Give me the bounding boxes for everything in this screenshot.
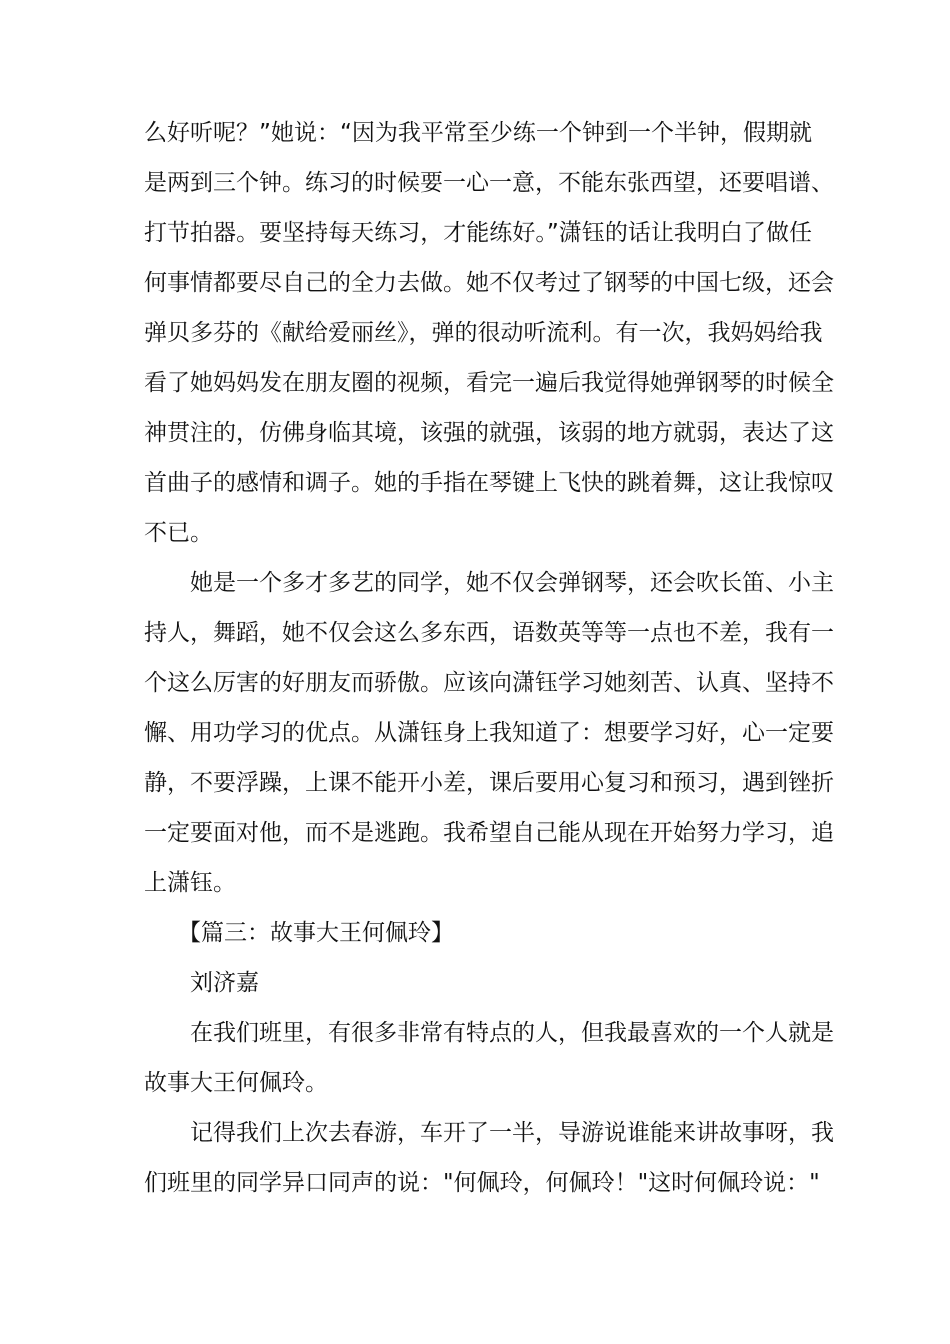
- text-line: 首曲子的感情和调子。她的手指在琴键上飞快的跳着舞，这让我惊叹: [144, 470, 834, 496]
- text-line: 么好听呢？”她说：“因为我平常至少练一个钟到一个半钟，假期就: [144, 120, 812, 146]
- text-line: 看了她妈妈发在朋友圈的视频，看完一遍后我觉得她弹钢琴的时候全: [144, 370, 834, 396]
- paragraph-start-line: 记得我们上次去春游，车开了一半，导游说谁能来讲故事呀，我: [190, 1120, 834, 1146]
- text-line: 持人，舞蹈，她不仅会这么多东西，语数英等等一点也不差，我有一: [144, 620, 834, 646]
- text-line: 不已。: [144, 520, 213, 546]
- text-line: 神贯注的，仿佛身临其境，该强的就强，该弱的地方就弱，表达了这: [144, 420, 834, 446]
- text-line: 静，不要浮躁，上课不能开小差，课后要用心复习和预习，遇到锉折: [144, 770, 834, 796]
- paragraph-start-line: 在我们班里，有很多非常有特点的人，但我最喜欢的一个人就是: [190, 1020, 834, 1046]
- document-page: [144, 108, 834, 1208]
- text-line: 们班里的同学异口同声的说："何佩玲，何佩玲！"这时何佩玲说：": [144, 1170, 820, 1196]
- text-line: 弹贝多芬的《献给爱丽丝》，弹的很动听流利。有一次，我妈妈给我: [144, 320, 823, 346]
- text-line: 何事情都要尽自己的全力去做。她不仅考过了钢琴的中国七级，还会: [144, 270, 834, 296]
- text-line: 个这么厉害的好朋友而骄傲。应该向潇钰学习她刻苦、认真、坚持不: [144, 670, 834, 696]
- paragraph-start-line: 她是一个多才多艺的同学，她不仅会弹钢琴，还会吹长笛、小主: [190, 570, 834, 596]
- author-name: 刘济嘉: [190, 970, 259, 996]
- text-line: 打节拍器。要坚持每天练习，才能练好。”潇钰的话让我明白了做任: [144, 220, 812, 246]
- text-line: 懈、用功学习的优点。从潇钰身上我知道了：想要学习好，心一定要: [144, 720, 834, 746]
- text-line: 故事大王何佩玲。: [144, 1070, 328, 1096]
- text-line: 上潇钰。: [144, 870, 236, 896]
- text-line: 是两到三个钟。练习的时候要一心一意，不能东张西望，还要唱谱、: [144, 170, 834, 196]
- section-heading: 【篇三：故事大王何佩玲】: [178, 920, 454, 946]
- text-line: 一定要面对他，而不是逃跑。我希望自己能从现在开始努力学习，追: [144, 820, 834, 846]
